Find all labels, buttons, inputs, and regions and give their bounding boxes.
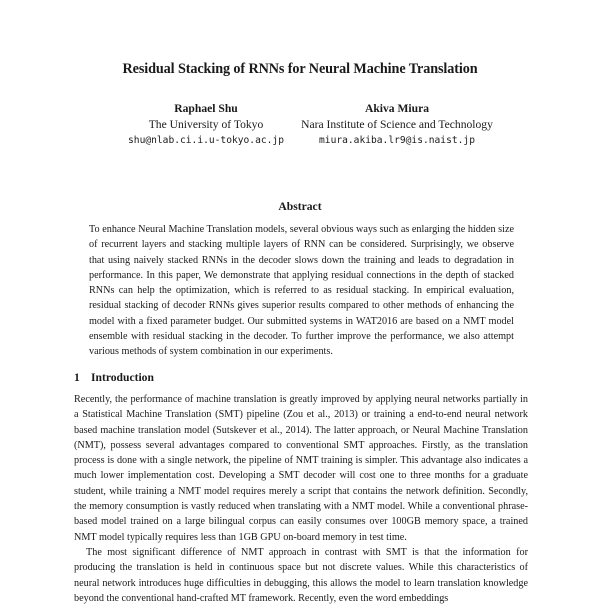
section-number: 1	[74, 371, 80, 384]
section-title: Introduction	[91, 371, 154, 384]
author-affiliation: Nara Institute of Science and Technology	[301, 118, 493, 131]
section-body	[74, 392, 528, 606]
author-name: Akiva Miura	[364, 102, 430, 115]
author-email: shu@nlab.ci.i.u-tokyo.ac.jp	[128, 135, 284, 146]
body-paragraph: Recently, the performance of machine translation is greatly improved by applying neural networks partially in a Statistical Machine Translation (SMT) pipeline (Zou et al., 2013) or training a end-to-end neural network based machine translation model (Sutskever et al., 2014). The latter approach, or Neural Machine Translation (NMT), possess several advantages compared to conventional SMT approaches. Firstly, as the translation process is done with a single network, the pipeline of NMT training is simpler. This advantage also indicates a much lower implementation cost. Developing a SMT decoder will cost one to three months for a graduate student, while training a NMT model requires merely a script that contains the network definition. Secondly, the memory consumption is vastly reduced when translating with a NMT model. While a conventional phrase-based model trained on a large bilingual corpus can easily consumes over 100GB memory space, a trained NMT model typically requires less than 1GB GPU on-board memory in test time.	[74, 394, 528, 543]
paper-title: Residual Stacking of RNNs for Neural Machine Translation	[122, 61, 478, 77]
abstract-heading: Abstract	[278, 200, 322, 213]
author-email: miura.akiba.lr9@is.naist.jp	[319, 135, 475, 146]
author-name: Raphael Shu	[174, 102, 238, 115]
section-heading	[74, 371, 154, 384]
author-block-1	[100, 101, 312, 149]
author-block-2	[292, 101, 502, 149]
author-affiliation: The University of Tokyo	[148, 118, 264, 131]
body-paragraph: The most significant difference of NMT approach in contrast with SMT is that the information for producing the translation is held in continuous space but not discrete values. While this characteristics of neural network introduces huge difficulties in debugging, this allows the model to learn translation knowledge beyond the conventional hand-crafted MT framework. Recently, even the word embeddings	[74, 546, 528, 604]
abstract-text: To enhance Neural Machine Translation models, several obvious ways such as enlarging the hidden size of recurrent layers and stacking multiple layers of RNN can be considered. Surprisingly, we observe that using naively stacked RNNs in the decoder slows down the training and leads to degradation in performance. In this paper, We demonstrate that applying residual connections in the depth of stacked RNNs can help the optimization, which is referred to as residual stacking. In empirical evaluation, residual stacking of decoder RNNs gives superior results compared to other methods of enhancing the model with a fixed parameter budget. Our submitted systems in WAT2016 are based on a NMT model ensemble with residual stacking in the decoder. To further improve the performance, we also attempt various methods of system combination in our experiments.	[89, 224, 514, 358]
